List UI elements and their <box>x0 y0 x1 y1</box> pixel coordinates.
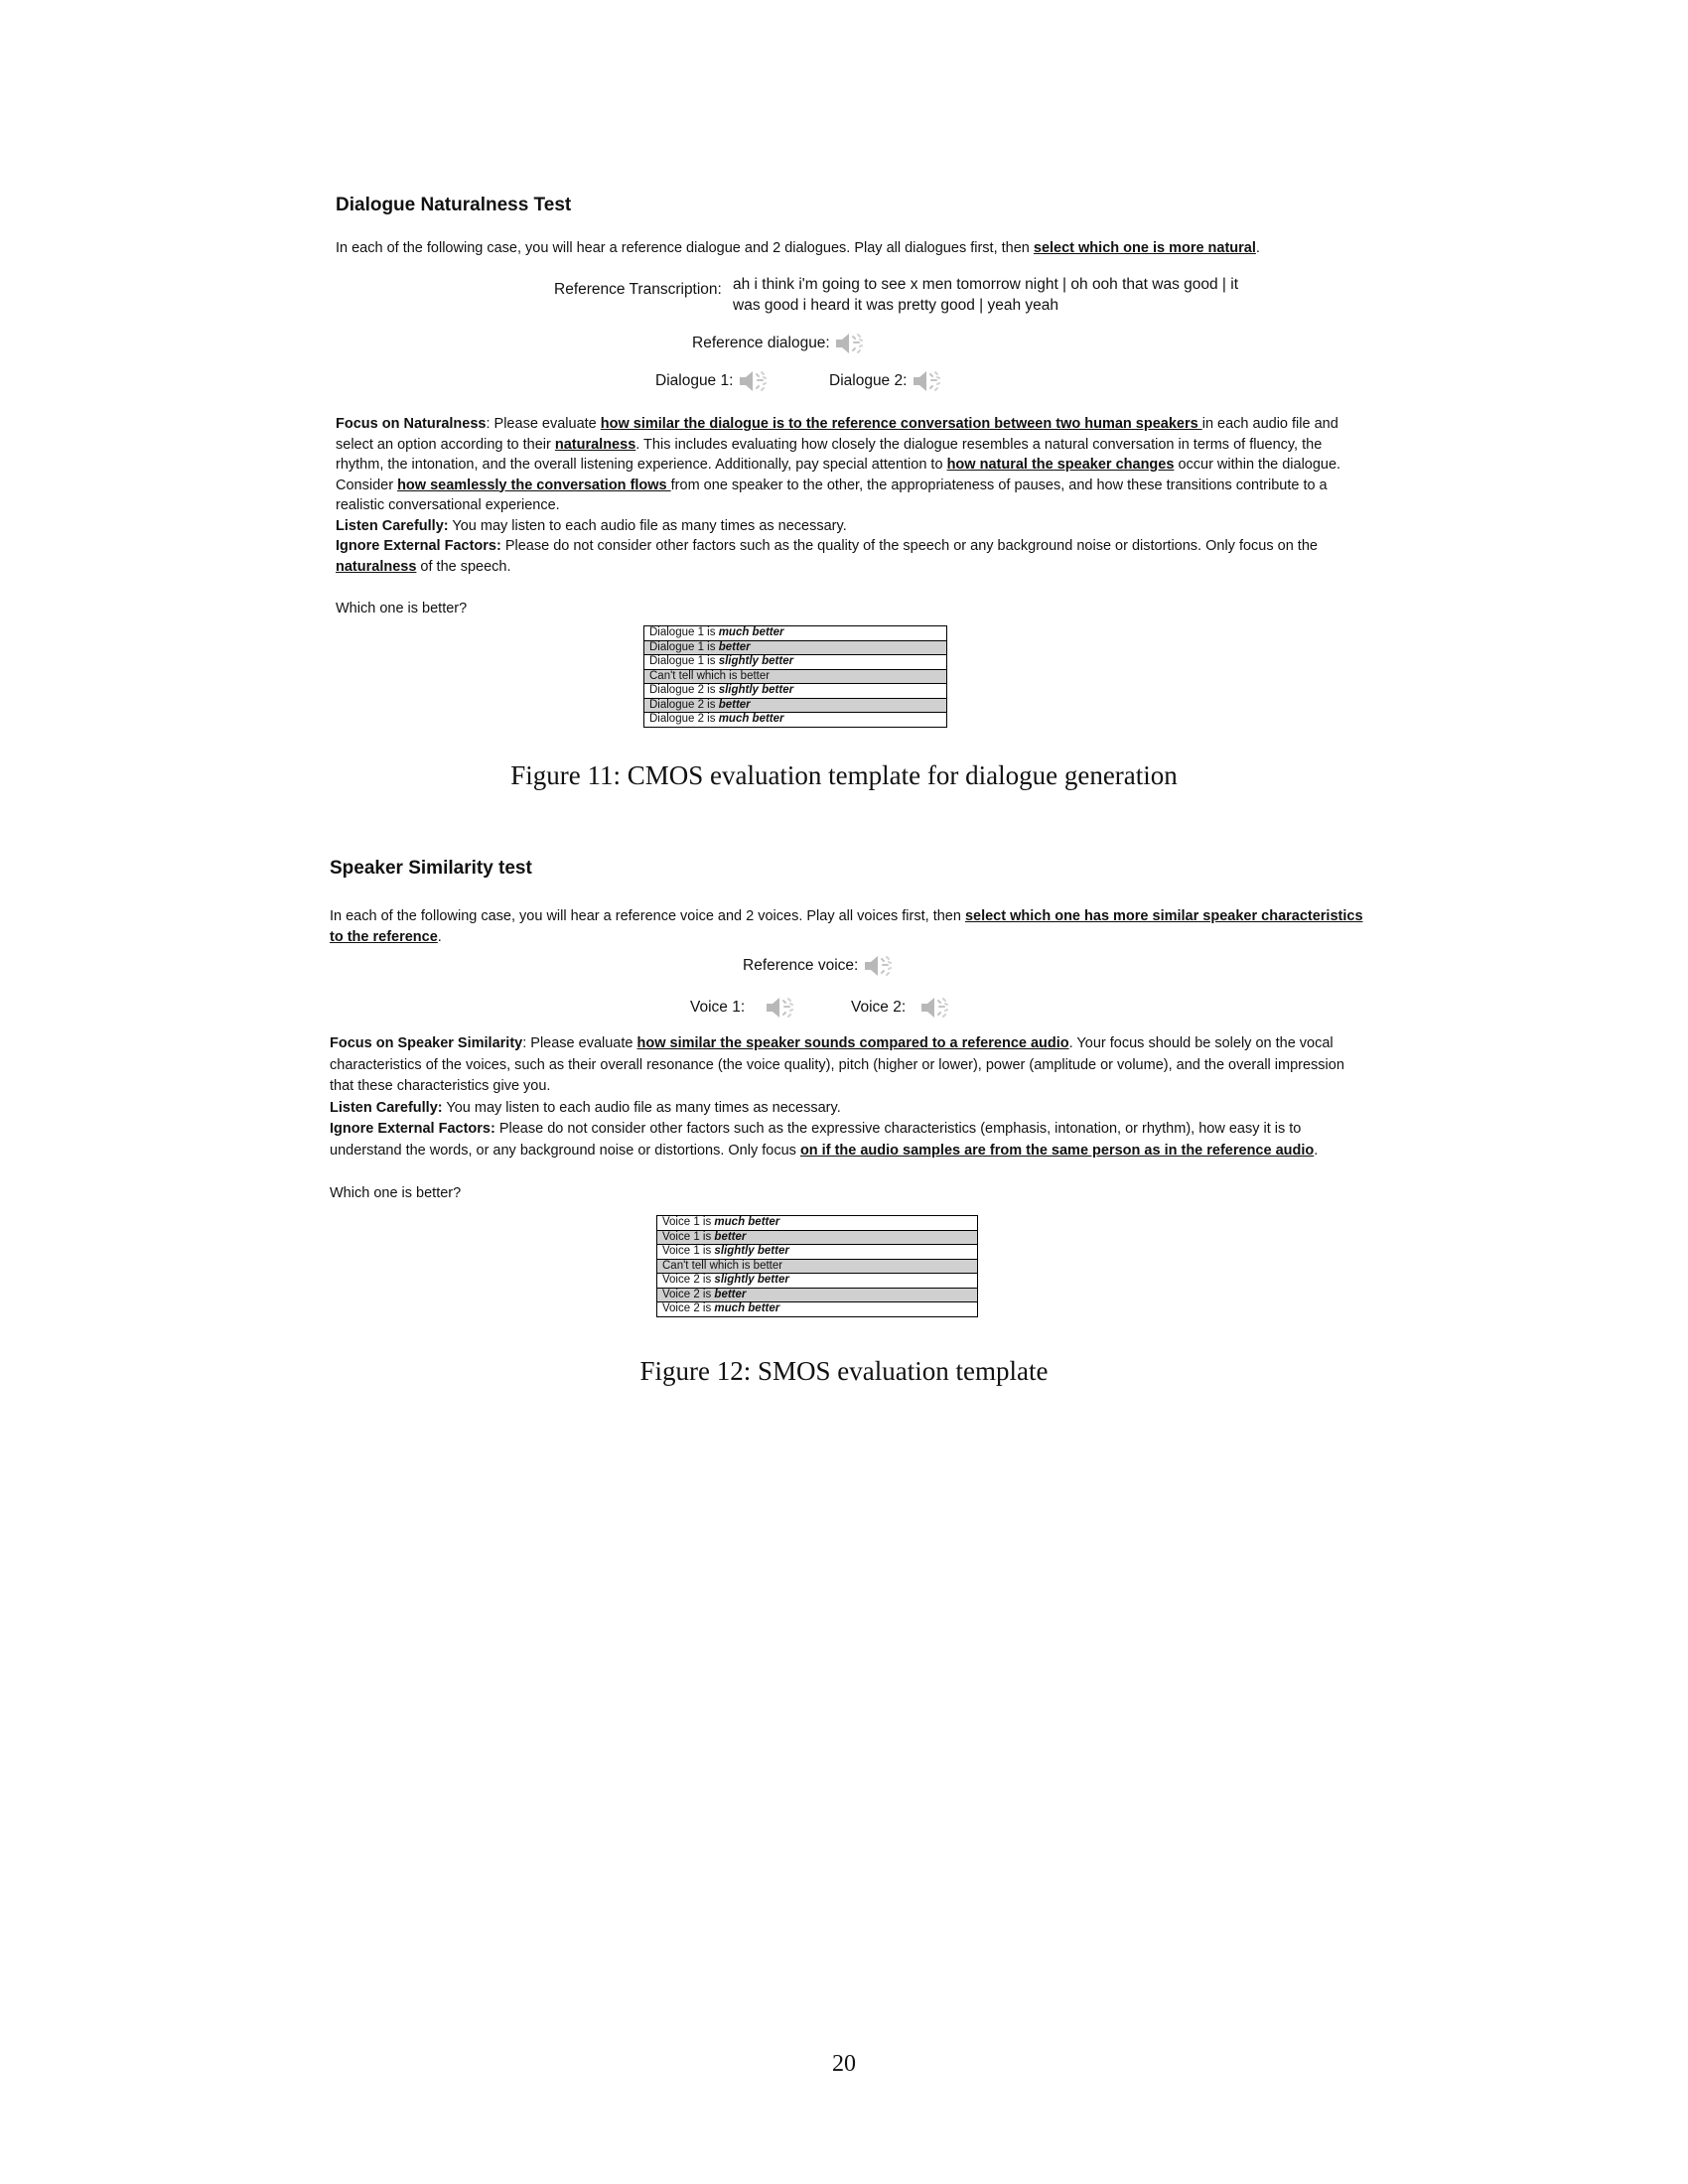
fig11-question: Which one is better? <box>336 601 468 616</box>
fig12-intro: In each of the following case, you will hear a reference voice and 2 voices. Play all voices first, then select which one has more similar speaker characteristics to the reference. <box>330 908 1363 945</box>
fig12-ignore-paragraph: Ignore External Factors: Please do not consider other factors such as the expressive characteristics (emphasis, intonation, or rhythm), how easy it is to understand the words, or any background noise or distortions. Only focus on if the audio samples are from the same person as in the reference audio. <box>330 1121 1319 1159</box>
option-text: Can't tell which is better <box>662 1259 783 1272</box>
option-cell[interactable] <box>644 626 947 641</box>
speaker-volume-icon[interactable] <box>863 953 893 979</box>
option-emphasis: much better <box>718 713 784 725</box>
option-text: Voice 2 is <box>662 1302 715 1314</box>
option-emphasis: slightly better <box>714 1245 789 1257</box>
option-emphasis: better <box>718 640 751 653</box>
option-cell[interactable] <box>657 1245 978 1260</box>
voice1-label: Voice 1: <box>690 999 746 1017</box>
fig12-question: Which one is better? <box>330 1185 462 1201</box>
speaker-volume-icon[interactable] <box>912 368 941 394</box>
reference-dialogue-label: Reference dialogue: <box>692 335 830 352</box>
dialogue2-label: Dialogue 2: <box>829 372 908 390</box>
option-row[interactable] <box>644 684 947 699</box>
fig12-listen-paragraph: Listen Carefully: You may listen to each audio file as many times as necessary. <box>330 1099 841 1116</box>
option-emphasis: much better <box>714 1302 780 1314</box>
option-cell[interactable] <box>644 684 947 699</box>
voice2-row <box>851 995 949 1021</box>
option-cell[interactable] <box>657 1288 978 1302</box>
fig12-options-table <box>656 1215 978 1317</box>
page-number: 20 <box>832 2051 856 2077</box>
reference-dialogue-row <box>692 331 864 356</box>
fig12-instructions <box>330 1033 1368 1162</box>
dialogue2-row <box>829 368 941 394</box>
option-row[interactable] <box>657 1216 978 1231</box>
option-cell[interactable] <box>657 1216 978 1231</box>
dialogue1-label: Dialogue 1: <box>655 372 734 390</box>
option-cell[interactable] <box>644 640 947 655</box>
figure12-caption: Figure 12: SMOS evaluation template <box>639 1356 1049 1386</box>
option-cell[interactable] <box>644 713 947 728</box>
option-row[interactable] <box>657 1245 978 1260</box>
reference-voice-label: Reference voice: <box>743 957 859 975</box>
option-emphasis: better <box>714 1230 747 1243</box>
option-text: Voice 1 is <box>662 1230 715 1243</box>
speaker-volume-icon[interactable] <box>765 995 794 1021</box>
fig11-intro: In each of the following case, you will hear a reference dialogue and 2 dialogues. Play all dialogues first, then select which one is more natural. <box>336 240 1260 256</box>
option-emphasis: much better <box>714 1216 780 1228</box>
option-text: Voice 2 is <box>662 1274 715 1286</box>
option-row[interactable] <box>657 1288 978 1302</box>
option-emphasis: better <box>714 1288 747 1300</box>
dialogue1-row <box>655 368 768 394</box>
option-row[interactable] <box>644 713 947 728</box>
fig11-focus-paragraph: Focus on Naturalness: Please evaluate how similar the dialogue is to the reference conversation between two human speakers in each audio file and select an option according to their naturalness. This includes evaluating how closely the dialogue resembles a natural conversation in terms of fluency, the rhythm, the intonation, and the overall listening experience. Additionally, pay special attention to how natural the speaker changes occur within the dialogue. Consider how seamlessly the conversation flows from one speaker to the other, the appropriateness of pauses, and how these transitions contribute to a realistic conversational experience. <box>336 416 1341 513</box>
reference-voice-row <box>743 953 893 979</box>
option-row[interactable] <box>644 655 947 670</box>
option-row[interactable] <box>657 1230 978 1245</box>
option-cell[interactable] <box>644 698 947 713</box>
option-cell[interactable] <box>657 1230 978 1245</box>
figure11-caption: Figure 11: CMOS evaluation template for dialogue generation <box>510 760 1178 790</box>
fig12-heading: Speaker Similarity test <box>330 858 532 879</box>
option-row[interactable] <box>657 1302 978 1317</box>
option-cell[interactable] <box>657 1302 978 1317</box>
option-text: Voice 1 is <box>662 1245 715 1257</box>
option-cell[interactable] <box>644 655 947 670</box>
speaker-volume-icon[interactable] <box>919 995 949 1021</box>
option-text: Voice 2 is <box>662 1288 715 1300</box>
fig11-instructions <box>336 414 1368 577</box>
option-row[interactable] <box>657 1274 978 1289</box>
option-row[interactable] <box>657 1259 978 1274</box>
fig11-heading: Dialogue Naturalness Test <box>336 195 572 215</box>
voice1-row <box>690 995 794 1021</box>
speaker-volume-icon[interactable] <box>738 368 768 394</box>
option-text: Dialogue 1 is <box>649 626 719 638</box>
option-text: Dialogue 1 is <box>649 655 719 667</box>
option-cell[interactable] <box>657 1259 978 1274</box>
voice2-label: Voice 2: <box>851 999 907 1017</box>
option-cell[interactable] <box>644 669 947 684</box>
fig12-focus-paragraph: Focus on Speaker Similarity: Please evaluate how similar the speaker sounds compared to a reference audio. Your focus should be solely on the vocal characteristics of the voices, such as their overall resonance (the voice quality), pitch (higher or lower), power (amplitude or volume), and the overall impression that these characteristics give you. <box>330 1035 1344 1095</box>
option-row[interactable] <box>644 640 947 655</box>
option-text: Dialogue 2 is <box>649 684 719 696</box>
option-text: Dialogue 2 is <box>649 698 719 711</box>
option-cell[interactable] <box>657 1274 978 1289</box>
option-emphasis: better <box>718 698 751 711</box>
reference-transcription-label: Reference Transcription: <box>554 281 722 298</box>
speaker-volume-icon[interactable] <box>834 331 864 356</box>
option-text: Dialogue 2 is <box>649 713 719 725</box>
fig11-listen-paragraph: Listen Carefully: You may listen to each audio file as many times as necessary. <box>336 517 847 534</box>
option-row[interactable] <box>644 626 947 641</box>
fig11-options-table <box>643 625 947 728</box>
option-row[interactable] <box>644 698 947 713</box>
option-text: Voice 1 is <box>662 1216 715 1228</box>
fig11-ignore-paragraph: Ignore External Factors: Please do not consider other factors such as the quality of the speech or any background noise or distortions. Only focus on the naturalness of the speech. <box>336 538 1318 575</box>
option-row[interactable] <box>644 669 947 684</box>
option-text: Can't tell which is better <box>649 669 771 682</box>
option-emphasis: slightly better <box>714 1274 789 1286</box>
option-text: Dialogue 1 is <box>649 640 719 653</box>
option-emphasis: slightly better <box>718 684 794 696</box>
reference-transcription-text: ah i think i'm going to see x men tomorrow night | oh ooh that was good | it was good i heard it was pretty good | yeah yeah <box>733 276 1239 314</box>
option-emphasis: much better <box>718 626 784 638</box>
option-emphasis: slightly better <box>718 655 794 667</box>
